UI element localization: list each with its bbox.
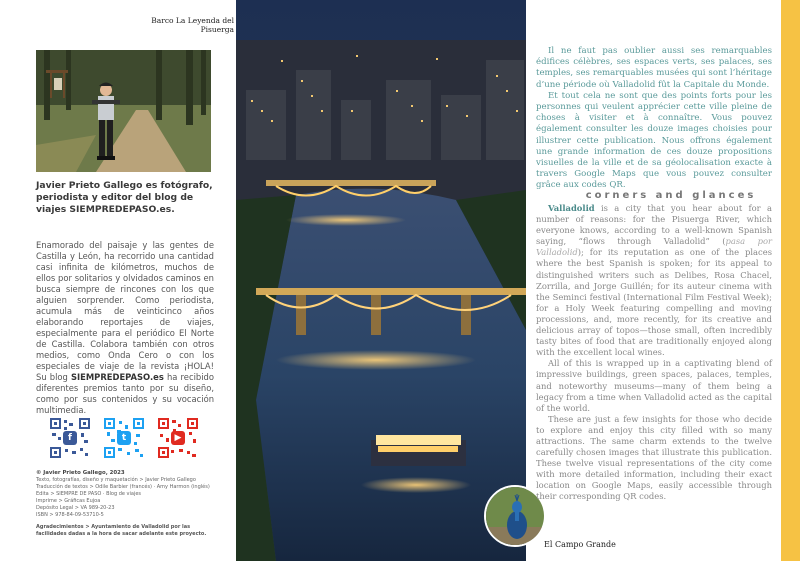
copyright: © Javier Prieto Gallego, 2023 [36, 470, 125, 476]
left-column [0, 0, 236, 561]
twitter-qr-code[interactable] [104, 418, 144, 458]
bio-text-part1: Enamorado del paisaje y las gentes de Castilla y León, ha recorrido una cantidad casi infinita de kilómetros, muchos de ellos por solitarios y olvidados caminos en busca siempre de rincones con los que alguien sorprender. Como periodista, acumula más de veinticinco años elaborando reportajes de viajes, especialmente para el periódico El Norte de Castilla. Colabora también con otros medios, como Onda Cero o con los especiales de viaje de la revista ¡HOLA! Su blog [36, 240, 214, 382]
section-heading: corners and glances [585, 190, 757, 201]
right-column [526, 0, 781, 561]
french-paragraph: Et tout cela ne sont que des points forts pour les personnes qui veulent apprécier cette ville pleine de choses à visiter et à connaître. Vous pouvez également consulter les douze images choisies pour illustrer cette publication. Nous offrons également une grande information de ces douze propositions visuelles de la ville et de sa géolocalisation exacte à travers Google Maps que vous pouvez consulter grâce aux codes QR. [536, 90, 772, 191]
twitter-icon: t [117, 431, 131, 445]
city-night-photo [236, 0, 526, 561]
english-paragraph: These are just a few insights for those who decide to explore and enjoy this city filled with so many attractions. The same charm extends to the twelve carefully chosen images that illustrate this publication. These twelve visual representations of the city come with more detailed information, including their exact location on Google Maps, easily accessible through their corresponding QR codes. [536, 413, 772, 502]
french-text [536, 46, 772, 192]
credits-line: Edita > SIEMPRE DE PASO · Blog de viajes [36, 491, 142, 497]
english-text-segment: is a city that you hear about for a number of reasons: for the Pisuerga River, which everyone knows, according to a well-known Spanish saying, “flows through Valladolid” ( [536, 203, 772, 247]
facebook-qr-code[interactable] [50, 418, 90, 458]
acknowledgements: Agradecimientos > Ayuntamiento de Valladolid por las facilidades dadas a la hora de sacar adelante este proyecto. [36, 524, 207, 538]
author-intro: Javier Prieto Gallego es fotógrafo, periodista y editor del blog de viajes SIEMPREDEPASO.es. [36, 180, 213, 215]
blog-brand: SIEMPREDEPASO.es [70, 372, 164, 382]
author-biography [36, 240, 214, 416]
spanish-saying: pasa por Valladolid [536, 236, 773, 258]
youtube-qr-code[interactable] [158, 418, 198, 458]
credits-line: Traducción de textos > Odile Barbier (francés) · Amy Harmon (inglés) [36, 484, 210, 490]
english-text-segment: ); for its reputation as one of the places where the best Spanish is spoken; for its appeal to distinguished writers such as Delibes, Rosa Chacel, Zorrilla, and Jorge Guillén; for its auteur cinema with the Seminci festival (International Film Festival Week); for a Holy Week featuring compelling and moving processions, and, more recently, for its creative and delicious array of topos—those small, often incredibly tasty bites of food that are traditionally enjoyed along with the excellent local wines. [536, 247, 772, 358]
accent-bar [781, 0, 800, 561]
english-paragraph: All of this is wrapped up in a captivating blend of impressive buildings, green spaces, palaces, temples, and noteworthy museums—many of them being a legacy from a time when Valladolid acted as the capital of the world. [536, 358, 772, 413]
french-paragraph: Il ne faut pas oublier aussi ses remarquables édifices célèbres, ses espaces verts, ses palaces, ses temples, ses remarquables musées qui sont l’héritage d’une période où Valladolid fût la Capitale du Monde. [536, 46, 772, 90]
credits-line: Imprime > Gráficas Eujoa [36, 498, 101, 504]
peacock-photo-caption: El Campo Grande [544, 540, 616, 549]
english-text [536, 203, 772, 503]
english-paragraph [536, 203, 772, 358]
youtube-icon: ▶ [171, 431, 185, 445]
facebook-icon: f [63, 431, 77, 445]
bio-text-part2: ha recibido diferentes premios tanto por su diseño, como por sus contenidos y su vocación multimedia. [36, 372, 214, 415]
city-name-highlight: Valladolid [548, 203, 595, 213]
credits-line: ISBN > 978-84-09-53710-5 [36, 512, 104, 518]
credits [36, 470, 216, 519]
credits-line: Depósito Legal > VA 989-20-23 [36, 505, 115, 511]
author-photo [36, 50, 211, 172]
boat-photo-label: Barco La Leyenda del Pisuerga [151, 16, 234, 34]
credits-line: Texto, fotografías, diseño y maquetación > Javier Prieto Gallego [36, 477, 196, 483]
